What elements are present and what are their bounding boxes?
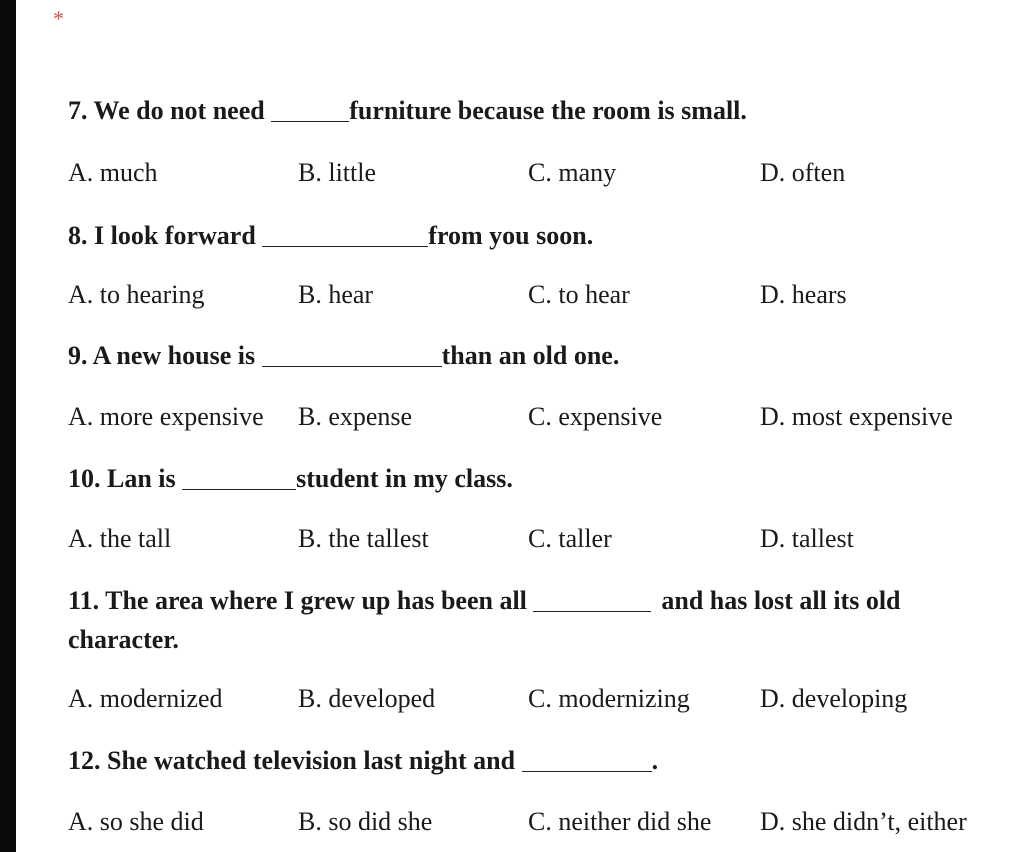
option-11c[interactable]: C. modernizing [528, 684, 690, 713]
question-7-text: 7. We do not need [68, 96, 272, 125]
option-8d[interactable]: D. hears [760, 280, 847, 309]
question-9-text: 9. A new house is [68, 341, 262, 370]
option-9a[interactable]: A. more expensive [68, 402, 264, 431]
question-12 [68, 745, 658, 776]
question-11-text: 11. The area where I grew up has been all [68, 586, 534, 615]
question-11-line2: character. [68, 625, 179, 654]
question-9-text-after: than an old one. [441, 341, 620, 370]
question-12-text-after: . [651, 746, 659, 775]
option-9b[interactable]: B. expense [298, 402, 413, 431]
option-12b[interactable]: B. so did she [298, 807, 433, 836]
question-12-text: 12. She watched television last night and [68, 746, 522, 775]
option-7c[interactable]: C. many [528, 158, 617, 187]
question-11 [68, 585, 901, 616]
question-7 [68, 95, 747, 126]
option-8c[interactable]: C. to hear [528, 280, 630, 309]
question-10-text-after: student in my class. [296, 464, 513, 493]
option-11d[interactable]: D. developing [760, 684, 908, 713]
option-12c[interactable]: C. neither did she [528, 807, 712, 836]
option-10d[interactable]: D. tallest [760, 524, 854, 553]
option-9d[interactable]: D. most expensive [760, 402, 953, 431]
blank [522, 745, 652, 772]
option-8b[interactable]: B. hear [298, 280, 374, 309]
question-7-text-after: furniture because the room is small. [349, 96, 747, 125]
blank [262, 340, 442, 367]
option-9c[interactable]: C. expensive [528, 402, 663, 431]
left-border-bar [0, 0, 16, 852]
option-10b[interactable]: B. the tallest [298, 524, 429, 553]
question-10 [68, 463, 513, 494]
question-8-text: 8. I look forward [68, 221, 263, 250]
option-10a[interactable]: A. the tall [68, 524, 172, 553]
option-8a[interactable]: A. to hearing [68, 280, 205, 309]
option-12a[interactable]: A. so she did [68, 807, 204, 836]
option-11b[interactable]: B. developed [298, 684, 436, 713]
required-asterisk: * [53, 6, 64, 31]
blank [262, 220, 428, 247]
option-7b[interactable]: B. little [298, 158, 376, 187]
question-10-text: 10. Lan is [68, 464, 183, 493]
question-9 [68, 340, 619, 371]
blank [271, 95, 349, 122]
option-11a[interactable]: A. modernized [68, 684, 223, 713]
question-8 [68, 220, 593, 251]
option-12d[interactable]: D. she didn’t, either [760, 807, 967, 836]
question-11-text-after: and has lost all its old [661, 586, 901, 615]
option-7a[interactable]: A. much [68, 158, 158, 187]
blank [182, 463, 296, 490]
option-10c[interactable]: C. taller [528, 524, 612, 553]
option-7d[interactable]: D. often [760, 158, 846, 187]
question-8-text-after: from you soon. [428, 221, 594, 250]
blank [533, 585, 651, 612]
